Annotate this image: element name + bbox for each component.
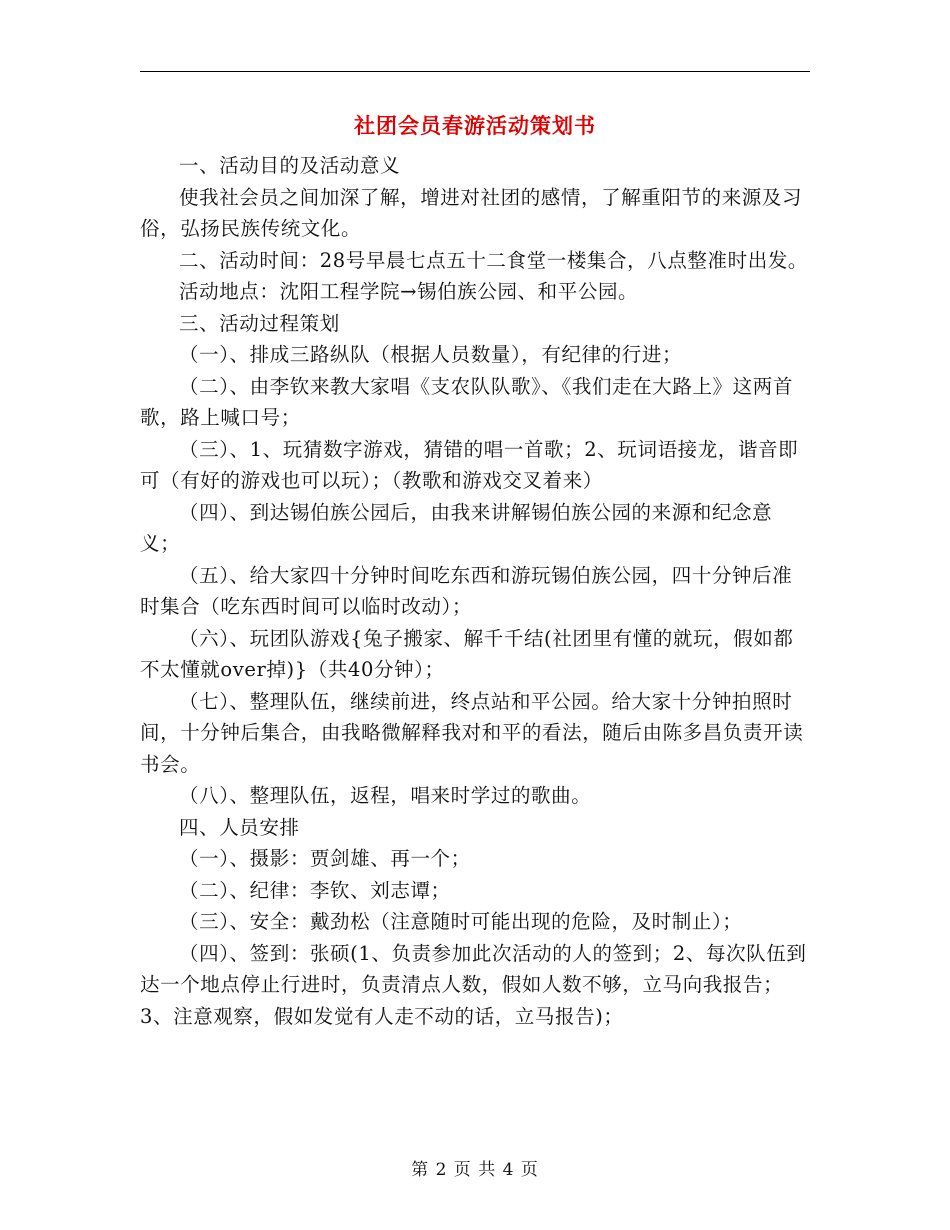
- document-body: [140, 150, 810, 1032]
- section-heading-purpose: 一、活动目的及活动意义: [179, 154, 401, 177]
- process-item-8: （八）、整理队伍，返程，唱来时学过的歌曲。: [179, 784, 592, 807]
- process-item-2: （二）、由李钦来教大家唱《支农队队歌》、《我们走在大路上》这两首歌，路上喊口号；: [140, 374, 793, 429]
- document-title: 社团会员春游活动策划书: [354, 113, 596, 138]
- staff-item-3: （三）、安全：戴劲松（注意随时可能出现的危险，及时制止）；: [179, 910, 743, 933]
- staff-item-1: （一）、摄影：贾剑雄、再一个；: [179, 847, 471, 870]
- process-item-4: （四）、到达锡伯族公园后，由我来讲解锡伯族公园的来源和纪念意义；: [140, 500, 773, 555]
- section-heading-process: 三、活动过程策划: [179, 311, 340, 335]
- process-item-1: （一）、排成三路纵队（根据人员数量），有纪律的行进；: [179, 343, 683, 366]
- process-item-3: （三）、1、玩猜数字游戏，猜错的唱一首歌；2、玩词语接龙，谐音即可（有好的游戏也可以玩）；（教歌和游戏交叉着来）: [140, 437, 799, 492]
- page-number: 第 2 页 共 4 页: [411, 1160, 539, 1180]
- paragraph-purpose: 使我社会员之间加深了解，增进对社团的感情，了解重阳节的来源及习俗，弘扬民族传统文化。: [140, 185, 803, 240]
- staff-item-2: （二）、纪律：李钦、刘志谭；: [179, 878, 451, 902]
- process-item-5: （五）、给大家四十分钟时间吃东西和游玩锡伯族公园，四十分钟后准时集合（吃东西时间可以临时改动）；: [140, 563, 793, 618]
- staff-item-4: （四）、签到：张硕(1、负责参加此次活动的人的签到；2、每次队伍到达一个地点停止行进时，负责清点人数，假如人数不够，立马向我报告；3、注意观察，假如发觉有人走不动的话，立马报告)；: [140, 941, 807, 1028]
- process-item-6: （六）、玩团队游戏{兔子搬家、解千千结(社团里有懂的就玩，假如都不太懂就over掉)}（共40分钟）；: [140, 626, 794, 681]
- section-heading-staff: 四、人员安排: [179, 815, 300, 839]
- paragraph-location: 活动地点：沈阳工程学院→锡伯族公园、和平公园。: [179, 280, 639, 303]
- header-rule: [140, 71, 810, 72]
- process-item-7: （七）、整理队伍，继续前进，终点站和平公园。给大家十分钟拍照时间，十分钟后集合，由我略微解释我对和平的看法，随后由陈多昌负责开读书会。: [140, 689, 804, 776]
- paragraph-time: 二、活动时间：28号早晨七点五十二食堂一楼集合，八点整准时出发。: [179, 248, 809, 272]
